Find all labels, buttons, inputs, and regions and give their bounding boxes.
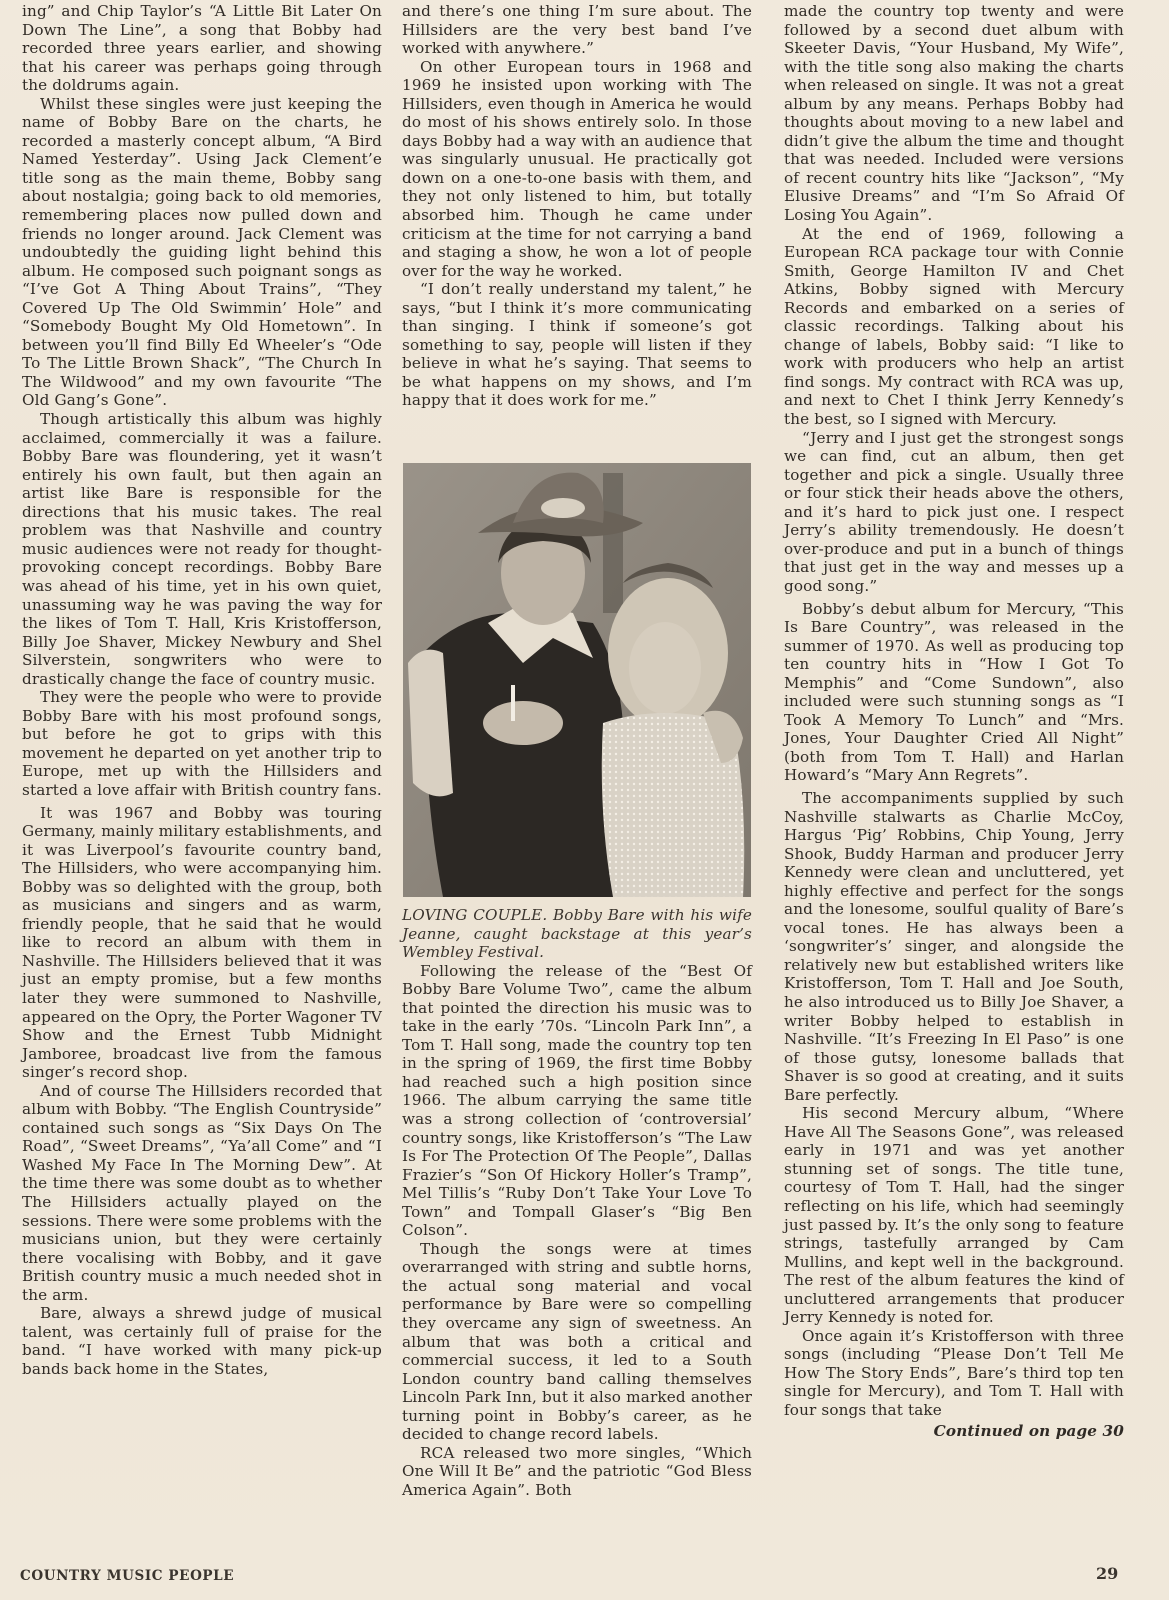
paragraph: Whilst these singles were just keeping the name of Bobby Bare on the charts, he recorded a masterly concept album, “A Bird Named Yesterday”. Using Jack Clement’e title song as the main theme, Bobby sang about nostalgia; going back to old memories, remembering places now pulled down and friends no longer around. Jack Clement was undoubtedly the guiding light behind this album. He composed such poignant songs as “I’ve Got A Thing About Trains”, “They Covered Up The Old Swimmin’ Hole” and “Somebody Bought My Old Hometown”. In between you’ll find Billy Ed Wheeler’s “Ode To The Little Brown Shack”, “The Church In The Wildwood” and my own favourite “The Old Gang’s Gone”. — [22, 94, 382, 410]
article-column-2-lower — [402, 906, 752, 1500]
paragraph: His second Mercury album, “Where Have All The Seasons Gone”, was released early in 1971 and was yet another stunning set of songs. The title tune, courtesy of Tom T. Hall, had the singer reflecting on his life, which had seemingly just passed by. It’s the only song to feature strings, tastefully arranged by Cam Mullins, and kept well in the background. The rest of the album features the kind of uncluttered arrangements that producer Jerry Kennedy is noted for. — [784, 1104, 1124, 1327]
paragraph: It was 1967 and Bobby was touring Germany, mainly military establishments, and it was Liverpool’s favourite country band, The Hillsiders, who were accompanying him. Bobby was so delighted with the group, both as musicians and singers and as warm, friendly people, that he said that he would like to record an album with them in Nashville. The Hillsiders believed that it was just an empty promise, but a few months later they were summoned to Nashville, appeared on the Opry, the Porter Wagoner TV Show and the Ernest Tubb Midnight Jamboree, broadcast live from the famous singer’s record shop. — [22, 803, 382, 1082]
paragraph: Though artistically this album was highly acclaimed, commercially it was a failure. Bobby Bare was floundering, yet it wasn’t entirely his own fault, but then again an artist like Bare is responsible for the directions that his music takes. The real problem was that Nashville and country music audiences were not ready for thought-provoking concept recordings. Bobby Bare was ahead of his time, yet in his own quiet, unassuming way he was paving the way for the likes of Tom T. Hall, Kris Kristofferson, Billy Joe Shaver, Mickey Newbury and Shel Silverstein, songwriters who were to drastically change the face of country music. — [22, 410, 382, 688]
continued-on-page-link[interactable]: Continued on page 30 — [933, 1421, 1124, 1440]
paragraph: made the country top twenty and were followed by a second duet album with Skeeter Davis, “Your Husband, My Wife”, with the title song also making the charts when released on single. It was not a great album by any means. Perhaps Bobby had thoughts about moving to a new label and didn’t give the album the time and thought that was needed. Included were versions of recent country hits like “Jackson”, “My Elusive Dreams” and “I’m So Afraid Of Losing You Again”. — [784, 2, 1124, 225]
paragraph: On other European tours in 1968 and 1969 he insisted upon working with The Hillsiders, even though in America he would do most of his shows entirely solo. In those days Bobby had a way with an audience that was singularly unusual. He practically got down on a one-to-one basis with them, and they not only listened to him, but totally absorbed him. Though he came under criticism at the time for not carrying a band and staging a show, he won a lot of people over for the way he worked. — [402, 57, 752, 280]
publication-name: COUNTRY MUSIC PEOPLE — [20, 1568, 235, 1584]
paragraph: Though the songs were at times overarranged with string and subtle horns, the actual song material and vocal performance by Bare were so compelling they overcame any sign of sweetness. An album that was both a critical and commercial success, it led to a South London country band calling themselves Lincoln Park Inn, but it also marked another turning point in Bobby’s career, as he decided to change record labels. — [402, 1239, 752, 1444]
paragraph: They were the people who were to provide Bobby Bare with his most profound songs, but before he got to grips with this movement he departed on yet another trip to Europe, met up with the Hillsiders and started a love affair with British country fans. — [22, 688, 382, 799]
paragraph: and there’s one thing I’m sure about. The Hillsiders are the very best band I’ve worked with anywhere.” — [402, 2, 752, 58]
paragraph: Bobby’s debut album for Mercury, “This Is Bare Country”, was released in the summer of 1970. As well as producing top ten country hits in “How I Got To Memphis” and “Come Sundown”, also included were such stunning songs as “I Took A Memory To Lunch” and “Mrs. Jones, Your Daughter Cried All Night” (both from Tom T. Hall) and Harlan Howard’s “Mary Ann Regrets”. — [784, 599, 1124, 785]
article-column-2-upper — [402, 2, 752, 410]
article-column-3 — [784, 2, 1124, 1440]
paragraph: The accompaniments supplied by such Nashville stalwarts as Charlie McCoy, Hargus ‘Pig’ Robbins, Chip Young, Jerry Shook, Buddy Harman and producer Jerry Kennedy were clean and uncluttered, yet highly effective and perfect for the songs and the lonesome, soulful quality of Bare’s vocal tones. He has always been a ‘songwriter’s’ singer, and alongside the relatively new but established writers like Kristofferson, Tom T. Hall and Joe South, he also introduced us to Billy Joe Shaver, a writer Bobby helped to establish in Nashville. “It’s Freezing In El Paso” is one of those gutsy, lonesome ballads that Shaver is so good at creating, and it suits Bare perfectly. — [784, 788, 1124, 1104]
photo-caption: LOVING COUPLE. Bobby Bare with his wife Jeanne, caught backstage at this year’s Wembley Festival. — [402, 906, 752, 962]
paragraph: RCA released two more singles, “Which One Will It Be” and the patriotic “God Bless America Again”. Both — [402, 1443, 752, 1499]
page-number: 29 — [1096, 1564, 1119, 1583]
article-column-1 — [22, 2, 382, 1378]
paragraph: And of course The Hillsiders recorded that album with Bobby. “The English Countryside” contained such songs as “Six Days On The Road”, “Sweet Dreams”, “Ya’all Come” and “I Washed My Face In The Morning Dew”. At the time there was some doubt as to whether The Hillsiders actually played on the sessions. There were some problems with the musicians union, but they were certainly there vocalising with Bobby, and it gave British country music a much needed shot in the arm. — [22, 1081, 382, 1304]
photo-image — [403, 463, 751, 897]
paragraph: ing” and Chip Taylor’s “A Little Bit Later On Down The Line”, a song that Bobby had recorded three years earlier, and showing that his career was perhaps going through the doldrums again. — [22, 2, 382, 95]
paragraph: Bare, always a shrewd judge of musical talent, was certainly full of praise for the band. “I have worked with many pick-up bands back home in the States, — [22, 1304, 382, 1378]
paragraph: Once again it’s Kristofferson with three songs (including “Please Don’t Tell Me How The Story Ends”, Bare’s third top ten single for Mercury), and Tom T. Hall with four songs that take — [784, 1326, 1124, 1420]
paragraph: At the end of 1969, following a European RCA package tour with Connie Smith, George Hamilton IV and Chet Atkins, Bobby signed with Mercury Records and embarked on a series of classic recordings. Talking about his change of labels, Bobby said: “I like to work with producers who help an artist find songs. My contract with RCA was up, and next to Chet I think Jerry Kennedy’s the best, so I signed with Mercury. — [784, 224, 1124, 429]
photo-bobby-bare-and-wife — [403, 463, 751, 897]
paragraph: Following the release of the “Best Of Bobby Bare Volume Two”, came the album that pointed the direction his music was to take in the early ’70s. “Lincoln Park Inn”, a Tom T. Hall song, made the country top ten in the spring of 1969, the first time Bobby had reached such a high position since 1966. The album carrying the same title was a strong collection of ‘controversial’ country songs, like Kristofferson’s “The Law Is For The Protection Of The People”, Dallas Frazier’s “Son Of Hickory Holler’s Tramp”, Mel Tillis’s “Ruby Don’t Take Your Love To Town” and Tompall Glaser’s “Big Ben Colson”. — [402, 961, 752, 1240]
paragraph: “Jerry and I just get the strongest songs we can find, cut an album, then get together and pick a single. Usually three or four stick their heads above the others, and it’s hard to pick just one. I respect Jerry’s ability tremendously. He doesn’t over-produce and put in a bunch of things that just get in the way and messes up a good song.” — [784, 428, 1124, 595]
paragraph: “I don’t really understand my talent,” he says, “but I think it’s more communicating than singing. I think if someone’s got something to say, people will listen if they believe in what he’s saying. That seems to be what happens on my shows, and I’m happy that it does work for me.” — [402, 280, 752, 410]
